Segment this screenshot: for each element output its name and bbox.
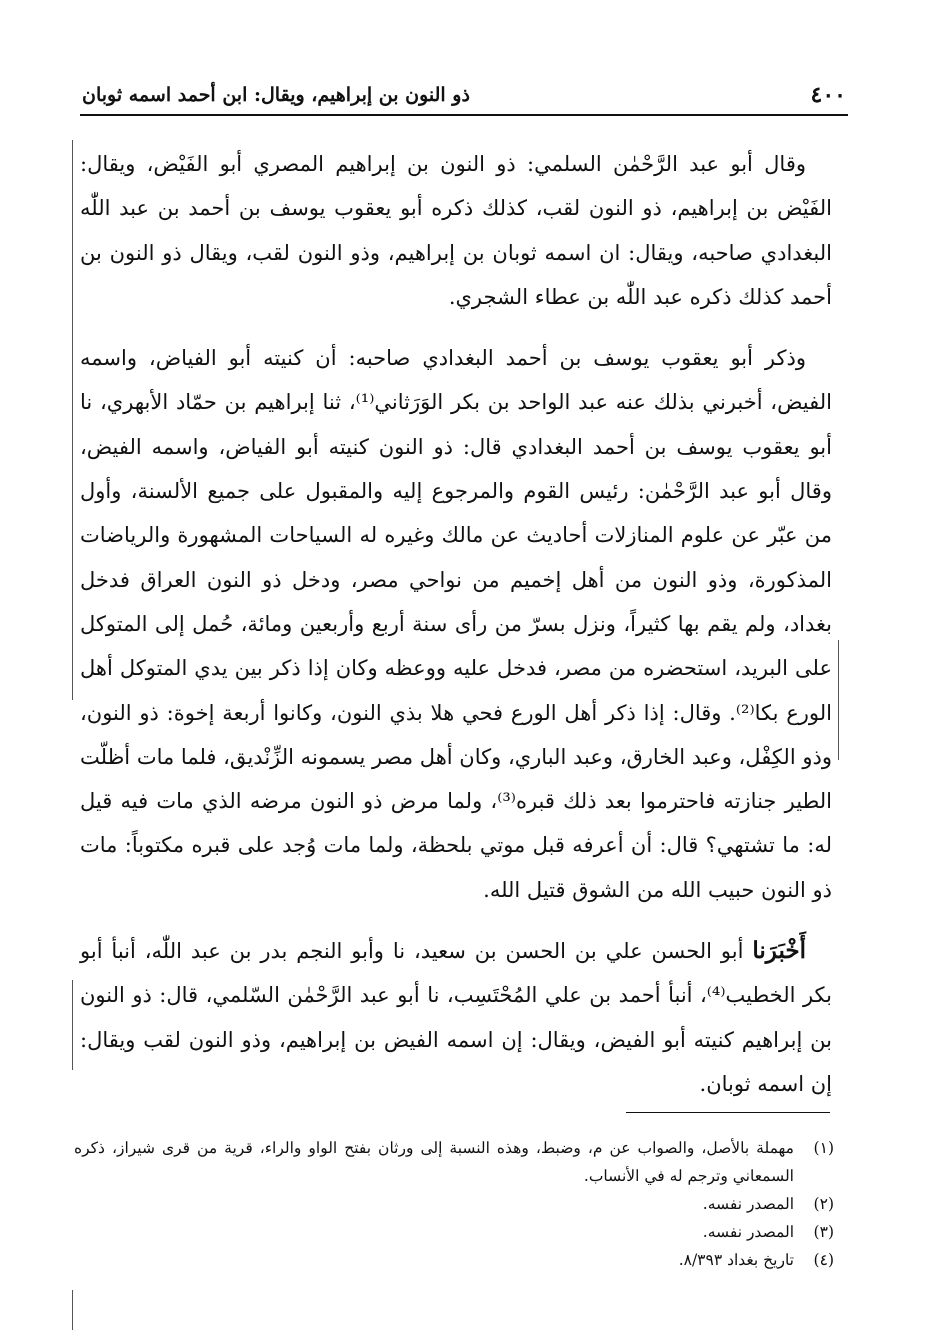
- scan-margin-line: [72, 1290, 73, 1330]
- paragraph-1: وقال أبو عبد الرَّحْمٰن السلمي: ذو النون بن إبراهيم المصري أبو الفَيْض، ويقال: الفَيْض بن إبراهيم، ذو النون لقب، كذلك ذكره أبو يعقوب يوسف بن أحمد بن عبد اللّٰه البغدادي صاحبه، ويقال: ان اسمه ثوبان بن إبراهيم، وذو النون لقب، ويقال ذو النون بن أحمد كذلك ذكره عبد اللّٰه بن عطاء الشجري.: [80, 152, 832, 309]
- footnote-number: (٢): [813, 1195, 834, 1213]
- paragraph-2: وذكر أبو يعقوب يوسف بن أحمد البغدادي صاحبه: أن كنيته أبو الفياض، واسمه الفيض، أخبرني بذلك عنه عبد الواحد بن بكر الوَرَثاني⁽¹⁾، ثنا إبراهيم بن حمّاد الأبهري، نا أبو يعقوب يوسف بن أحمد البغدادي قال: ذو النون كنيته أبو الفياض، واسمه الفيض، وقال أبو عبد الرَّحْمٰن: رئيس القوم والمرجوع إليه والمقبول على جميع الألسنة، وأول من عبّر عن علوم المنازلات أحاديث عن مالك وغيره له السياحات المشهورة والرياضات المذكورة، وذو النون من أهل إخميم من نواحي مصر، ودخل ذو النون العراق فدخل بغداد، ولم يقم بها كثيراً، ونزل بسرّ من رأى سنة أربع وأربعين ومائة، حُمل إلى المتوكل على البريد، استحضره من مصر، فدخل عليه ووعظه وكان إذا ذكر بين يدي المتوكل أهل الورع بكا⁽²⁾. وقال: إذا ذكر أهل الورع فحي هلا بذي النون، وكانوا أربعة إخوة: ذو النون، وذو الكِفْل، وعبد الخارق، وعبد الباري، وكان أهل مصر يسمونه الزِّنْديق، فلما مات أظلّت الطير جنازته فاحترموا بعد ذلك قبره⁽³⁾، ولما مرض ذو النون مرضه الذي مات فيه قيل له: ما تشتهي؟ قال: أن أعرفه قبل موتي بلحظة، ولما مات وُجد على قبره مكتوباً: مات ذو النون حبيب الله من الشوق قتيل الله.: [80, 346, 833, 902]
- main-text: [80, 142, 832, 1106]
- scan-margin-line: [72, 980, 73, 1070]
- scan-margin-line: [838, 640, 839, 760]
- footnote-2: [74, 1190, 834, 1218]
- footnote-separator: [626, 1112, 830, 1113]
- footnote-3: [74, 1218, 834, 1246]
- lead-word-akhbarana: أَخْبَرَنا: [752, 937, 806, 965]
- running-title: ذو النون بن إبراهيم، ويقال: ابن أحمد اسمه ثوبان: [82, 84, 470, 106]
- paragraph-3: [80, 929, 832, 1106]
- scan-margin-line: [72, 140, 73, 700]
- footnote-text: المصدر نفسه.: [702, 1195, 794, 1213]
- footnote-text: مهملة بالأصل، والصواب عن م، وضبط، وهذه النسبة إلى ورثان بفتح الواو والراء، قرية من قرى شيراز، ذكره السمعاني وترجم له في الأنساب.: [74, 1139, 794, 1185]
- footnote-1: [74, 1134, 834, 1190]
- footnote-number: (١): [813, 1139, 834, 1157]
- footnote-4: [74, 1246, 834, 1274]
- footnote-number: (٣): [813, 1223, 834, 1241]
- footnote-text: المصدر نفسه.: [702, 1223, 794, 1241]
- paragraph-3-text: أبو الحسن علي بن الحسن بن سعيد، نا وأبو النجم بدر بن عبد اللّٰه، أنبأ أبو بكر الخطيب⁽⁴⁾، أنبأ أحمد بن علي المُحْتَسِب، نا أبو عبد الرَّحْمٰن السّلمي، قال: ذو النون بن إبراهيم كنيته أبو الفيض، ويقال: إن اسمه الفيض بن إبراهيم، وذو النون لقب ويقال: إن اسمه ثوبان.: [80, 939, 832, 1096]
- page-number: ٤٠٠: [810, 82, 846, 108]
- footnote-number: (٤): [813, 1251, 834, 1269]
- footnotes: [74, 1134, 834, 1274]
- header-rule: [80, 114, 848, 116]
- running-header: [82, 78, 846, 112]
- footnote-text: تاريخ بغداد ٨/٣٩٣.: [678, 1251, 794, 1269]
